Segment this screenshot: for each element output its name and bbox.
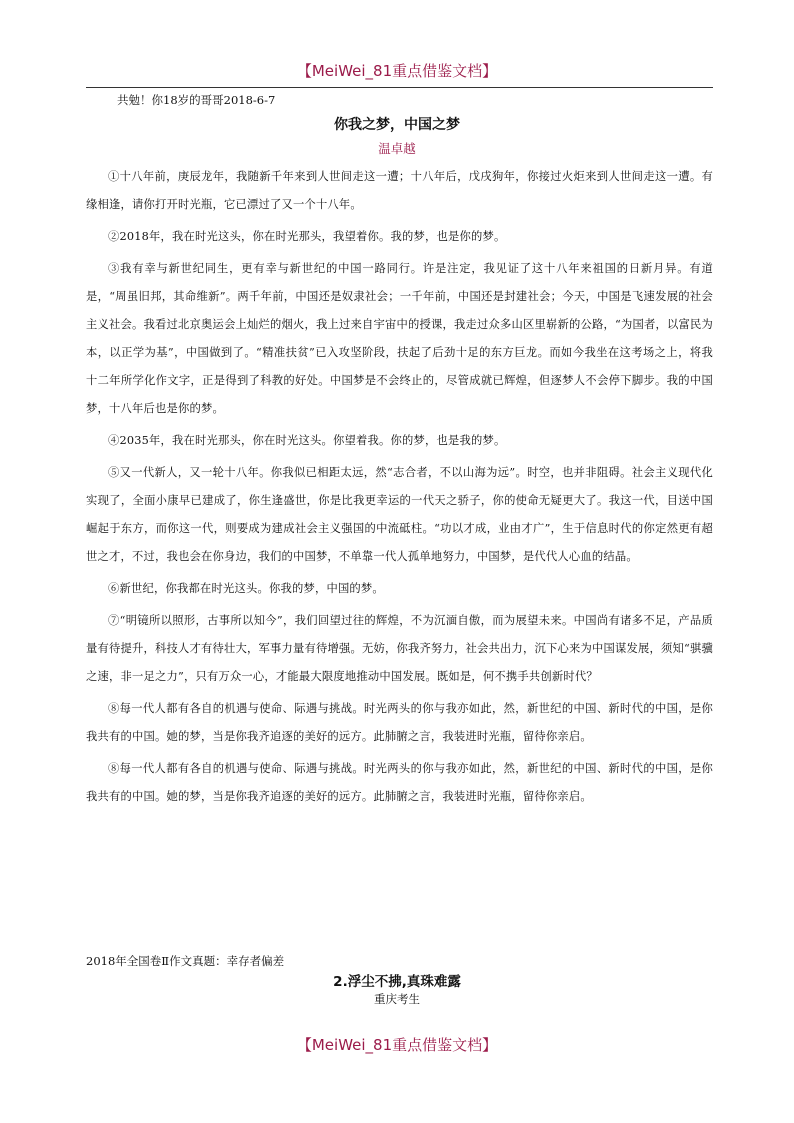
next-essay-author: 重庆考生 xyxy=(374,992,420,1006)
dateline: 共勉！你18岁的哥哥2018-6-7 xyxy=(117,93,276,107)
paragraph-6: ⑥新世纪，你我都在时光这头。你我的梦，中国的梦。 xyxy=(108,582,384,595)
footer-brand: 【MeiWei_81重点借鉴文档】 xyxy=(296,1036,498,1054)
essay-body xyxy=(86,163,713,815)
paragraph-7: ⑦“明镜所以照形，古事所以知今”，我们回望过往的辉煌，不为沉湎自傲，而为展望未来。中国尚有诸多不足，产品质量有待提升，科技人才有待壮大，军事力量有待增强。无妨，你我齐努力，社会共出力，沉下心来为中国谋发展，须知“骐骥之速，非一足之力”，只有万众一心，才能最大限度地推动中国发展。既如是，何不携手共创新时代？ xyxy=(86,614,713,683)
paragraph-8: ⑧每一代人都有各自的机遇与使命、际遇与挑战。时光两头的你与我亦如此，然，新世纪的中国、新时代的中国，是你我共有的中国。她的梦，当是你我齐追逐的美好的远方。此肺腑之言，我装进时光瓶，留待你亲启。 xyxy=(86,702,713,743)
paragraph-1: ①十八年前，庚辰龙年，我随新千年来到人世间走这一遭；十八年后，戊戌狗年，你接过火炬来到人世间走这一遭。有缘相逢，请你打开时光瓶，它已漂过了又一个十八年。 xyxy=(86,170,713,211)
essay-title: 你我之梦，中国之梦 xyxy=(334,117,460,133)
paragraph-9: ⑧每一代人都有各自的机遇与使命、际遇与挑战。时光两头的你与我亦如此，然，新世纪的中国、新时代的中国，是你我共有的中国。她的梦，当是你我齐追逐的美好的远方。此肺腑之言，我装进时光瓶，留待你亲启。 xyxy=(86,762,713,803)
paragraph-3: ③我有幸与新世纪同生，更有幸与新世纪的中国一路同行。许是注定，我见证了这十八年来祖国的日新月异。有道是，“周虽旧邦，其命维新”。两千年前，中国还是奴隶社会；一千年前，中国还是封建社会；今天，中国是飞速发展的社会主义社会。我看过北京奥运会上灿烂的烟火，我上过来自宇宙中的授课，我走过众多山区里崭新的公路，“为国者，以富民为本，以正学为基”，中国做到了。“精准扶贫”已入攻坚阶段，扶起了后劲十足的东方巨龙。而如今我坐在这考场之上，将我十二年所学化作文字，正是得到了科教的好处。中国梦是不会终止的，尽管成就已辉煌，但逐梦人不会停下脚步。我的中国梦，十八年后也是你的梦。 xyxy=(86,262,713,415)
paragraph-2: ②2018年，我在时光这头，你在时光那头，我望着你。我的梦，也是你的梦。 xyxy=(108,230,506,243)
paragraph-4: ④2035年，我在时光那头，你在时光这头。你望着我。你的梦，也是我的梦。 xyxy=(108,434,506,447)
exam-topic-note: 2018年全国卷Ⅱ作文真题：幸存者偏差 xyxy=(86,954,285,968)
next-essay-title: 2.浮尘不拂,真珠难露 xyxy=(333,974,461,990)
header-brand: 【MeiWei_81重点借鉴文档】 xyxy=(296,62,498,80)
paragraph-5: ⑤又一代新人，又一轮十八年。你我似已相距太远，然“志合者，不以山海为远”。时空，也并非阻碍。社会主义现代化实现了，全面小康早已建成了，你生逢盛世，你是比我更幸运的一代天之骄子，你的使命无疑更大了。我这一代，目送中国崛起于东方，而你这一代，则要成为建成社会主义强国的中流砥柱。“功以才成，业由才广”，生于信息时代的你定然更有超世之才，不过，我也会在你身边，我们的中国梦，不单靠一代人孤单地努力，中国梦，是代代人心血的结晶。 xyxy=(86,466,713,563)
header-divider xyxy=(86,87,713,88)
essay-author: 温卓越 xyxy=(378,141,416,156)
